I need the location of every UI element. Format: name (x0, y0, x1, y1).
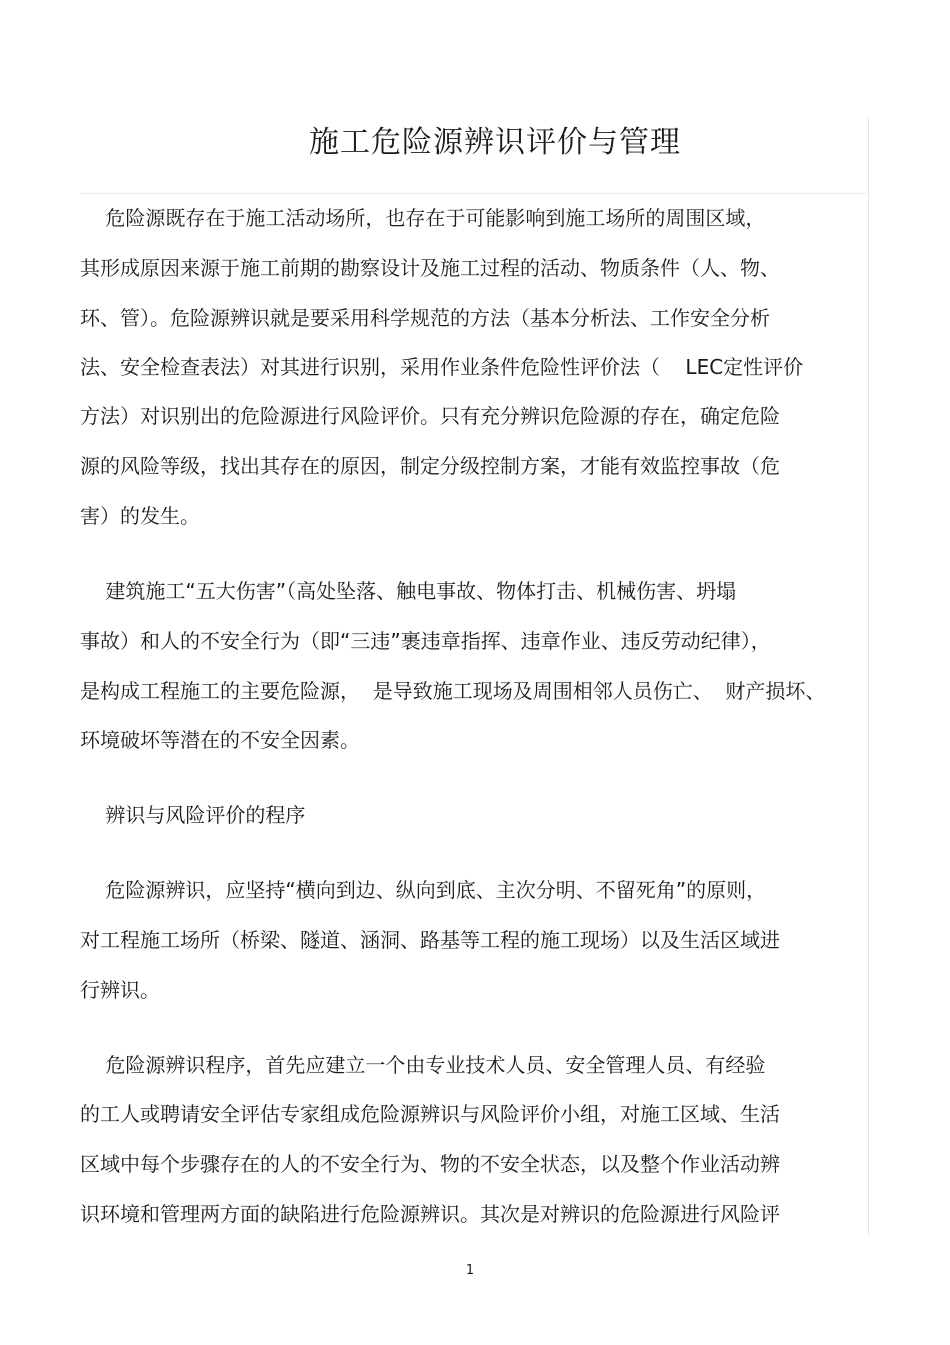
body-line-3: 环、管）。危险源辨识就是要采用科学规范的方法（基本分析法、工作安全分析 (80, 306, 770, 330)
body-line-6: 源的风险等级，找出其存在的原因，制定分级控制方案，才能有效监控事故（危 (80, 454, 780, 478)
body-line-2: 其形成原因来源于施工前期的勘察设计及施工过程的活动、物质条件（人、物、 (80, 256, 780, 280)
section-heading: 辨识与风险评价的程序 (80, 803, 306, 827)
body-line-16: 危险源辨识程序，首先应建立一个由专业技术人员、安全管理人员、有经验 (80, 1053, 766, 1077)
body-line-15: 行辨识。 (80, 978, 160, 1002)
body-line-11: 环境破坏等潜在的不安全因素。 (80, 728, 360, 752)
page-top-rule (80, 193, 868, 194)
body-line-10: 是构成工程施工的主要危险源， 是导致施工现场及周围相邻人员伤亡、 财产损坏、 (80, 679, 826, 703)
body-line-5: 方法）对识别出的危险源进行风险评价。只有充分辨识危险源的存在，确定危险 (80, 404, 780, 428)
body-line-7: 害）的发生。 (80, 504, 200, 528)
body-line-9: 事故）和人的不安全行为（即“三违”裹违章指挥、违章作业、违反劳动纪律）， (80, 629, 771, 653)
body-line-1: 危险源既存在于施工活动场所，也存在于可能影响到施工场所的周围区域， (80, 206, 766, 230)
body-line-8: 建筑施工“五大伤害”（高处坠落、触电事故、物体打击、机械伤害、坍塌 (80, 579, 737, 603)
page-number: 1 (465, 1263, 475, 1278)
body-line-4: 法、安全检查表法）对其进行识别，采用作业条件危险性评价法（ LEC定性评价 (80, 355, 804, 379)
body-line-17: 的工人或聘请安全评估专家组成危险源辨识与风险评价小组，对施工区域、生活 (80, 1102, 780, 1126)
page-right-border (868, 118, 869, 1236)
body-line-13: 危险源辨识，应坚持“横向到边、纵向到底、主次分明、不留死角”的原则， (80, 878, 767, 902)
document-title: 施工危险源辨识评价与管理 (309, 125, 681, 160)
body-line-19: 识环境和管理两方面的缺陷进行危险源辨识。其次是对辨识的危险源进行风险评 (80, 1202, 780, 1226)
body-line-18: 区域中每个步骤存在的人的不安全行为、物的不安全状态，以及整个作业活动辨 (80, 1152, 780, 1176)
body-line-14: 对工程施工场所（桥梁、隧道、涵洞、路基等工程的施工现场）以及生活区域进 (80, 928, 780, 952)
